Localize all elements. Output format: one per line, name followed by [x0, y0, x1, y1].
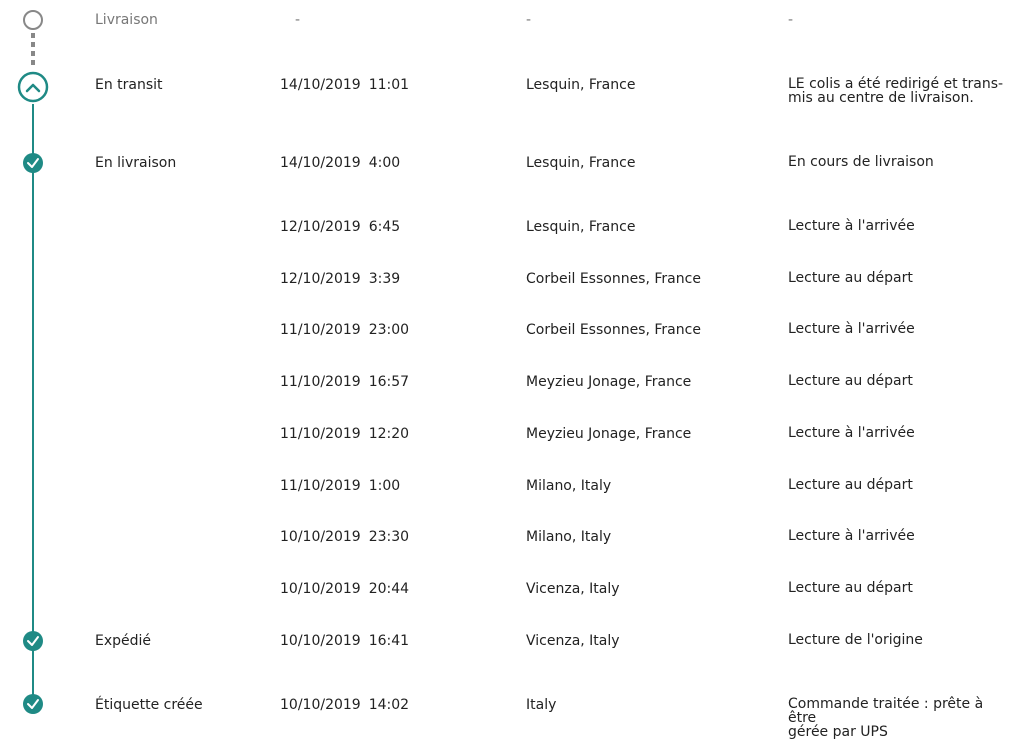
row-location: Corbeil Essonnes, France [526, 271, 701, 287]
row-activity [788, 77, 1013, 105]
row-status: Expédié [95, 633, 152, 649]
row-date: 11/10/2019 [280, 322, 361, 338]
row-activity: Lecture à l'arrivée [788, 425, 915, 441]
row-location: Italy [526, 697, 557, 713]
row-time: 11:01 [368, 77, 410, 93]
row-time: 23:30 [368, 529, 410, 545]
row-date: 11/10/2019 [280, 478, 361, 494]
row-status: En livraison [95, 155, 177, 171]
row-activity: Lecture au départ [788, 270, 913, 286]
row-location: Milano, Italy [526, 529, 612, 545]
row-time: 23:00 [368, 322, 410, 338]
row-activity: Lecture au départ [788, 477, 913, 493]
row-location: Milano, Italy [526, 478, 612, 494]
pending-step-location: - [526, 12, 532, 28]
row-date: 11/10/2019 [280, 374, 361, 390]
row-time: 20:44 [368, 581, 410, 597]
row-date: 10/10/2019 [280, 697, 361, 713]
row-datetime [280, 633, 409, 649]
row-datetime [280, 271, 400, 287]
row-date: 10/10/2019 [280, 633, 361, 649]
row-location: Vicenza, Italy [526, 581, 620, 597]
row-date: 10/10/2019 [280, 529, 361, 545]
row-location: Lesquin, France [526, 219, 636, 235]
row-location: Lesquin, France [526, 77, 636, 93]
row-location: Corbeil Essonnes, France [526, 322, 701, 338]
row-status: Étiquette créée [95, 697, 203, 713]
row-time: 16:41 [368, 633, 410, 649]
row-time: 6:45 [368, 219, 401, 235]
row-activity: En cours de livraison [788, 154, 934, 170]
row-time: 16:57 [368, 374, 410, 390]
row-status: En transit [95, 77, 163, 93]
row-date: 11/10/2019 [280, 426, 361, 442]
row-activity: Lecture au départ [788, 373, 913, 389]
row-location: Vicenza, Italy [526, 633, 620, 649]
row-location: Lesquin, France [526, 155, 636, 171]
pending-connector [31, 33, 35, 65]
row-datetime [280, 581, 409, 597]
row-datetime [280, 219, 400, 235]
row-time: 4:00 [368, 155, 401, 171]
row-activity-line-1: LE colis a été redirigé et trans- [788, 76, 1004, 92]
row-date: 12/10/2019 [280, 219, 361, 235]
row-datetime [280, 155, 400, 171]
pending-step-status: Livraison [95, 12, 158, 28]
pending-step-activity: - [788, 12, 794, 28]
row-activity: Lecture au départ [788, 580, 913, 596]
row-location: Meyzieu Jonage, France [526, 426, 692, 442]
check-circle-icon [23, 694, 43, 714]
pending-step-date: - [295, 12, 301, 28]
check-circle-icon [23, 153, 43, 173]
row-activity: Lecture à l'arrivée [788, 321, 915, 337]
row-date: 14/10/2019 [280, 155, 361, 171]
row-time: 14:02 [368, 697, 410, 713]
timeline-track [0, 0, 70, 754]
row-location: Meyzieu Jonage, France [526, 374, 692, 390]
row-time: 3:39 [368, 271, 401, 287]
row-activity-line-2: mis au centre de livraison. [788, 90, 974, 106]
row-activity-line-2: gérée par UPS [788, 724, 888, 740]
row-datetime [280, 697, 409, 713]
row-activity [788, 697, 1013, 739]
row-date: 10/10/2019 [280, 581, 361, 597]
row-date: 12/10/2019 [280, 271, 361, 287]
row-activity: Lecture à l'arrivée [788, 528, 915, 544]
row-activity: Lecture de l'origine [788, 632, 923, 648]
row-time: 1:00 [368, 478, 401, 494]
row-activity-line-1: Commande traitée : prête à être [788, 696, 984, 726]
check-circle-icon [23, 631, 43, 651]
row-time: 12:20 [368, 426, 410, 442]
row-datetime [280, 374, 409, 390]
empty-circle-icon [24, 11, 42, 29]
row-datetime [280, 426, 409, 442]
row-datetime [280, 478, 400, 494]
row-datetime [280, 322, 409, 338]
row-datetime [280, 77, 409, 93]
row-date: 14/10/2019 [280, 77, 361, 93]
chevron-up-circle-icon[interactable] [19, 73, 47, 101]
row-activity: Lecture à l'arrivée [788, 218, 915, 234]
row-datetime [280, 529, 409, 545]
